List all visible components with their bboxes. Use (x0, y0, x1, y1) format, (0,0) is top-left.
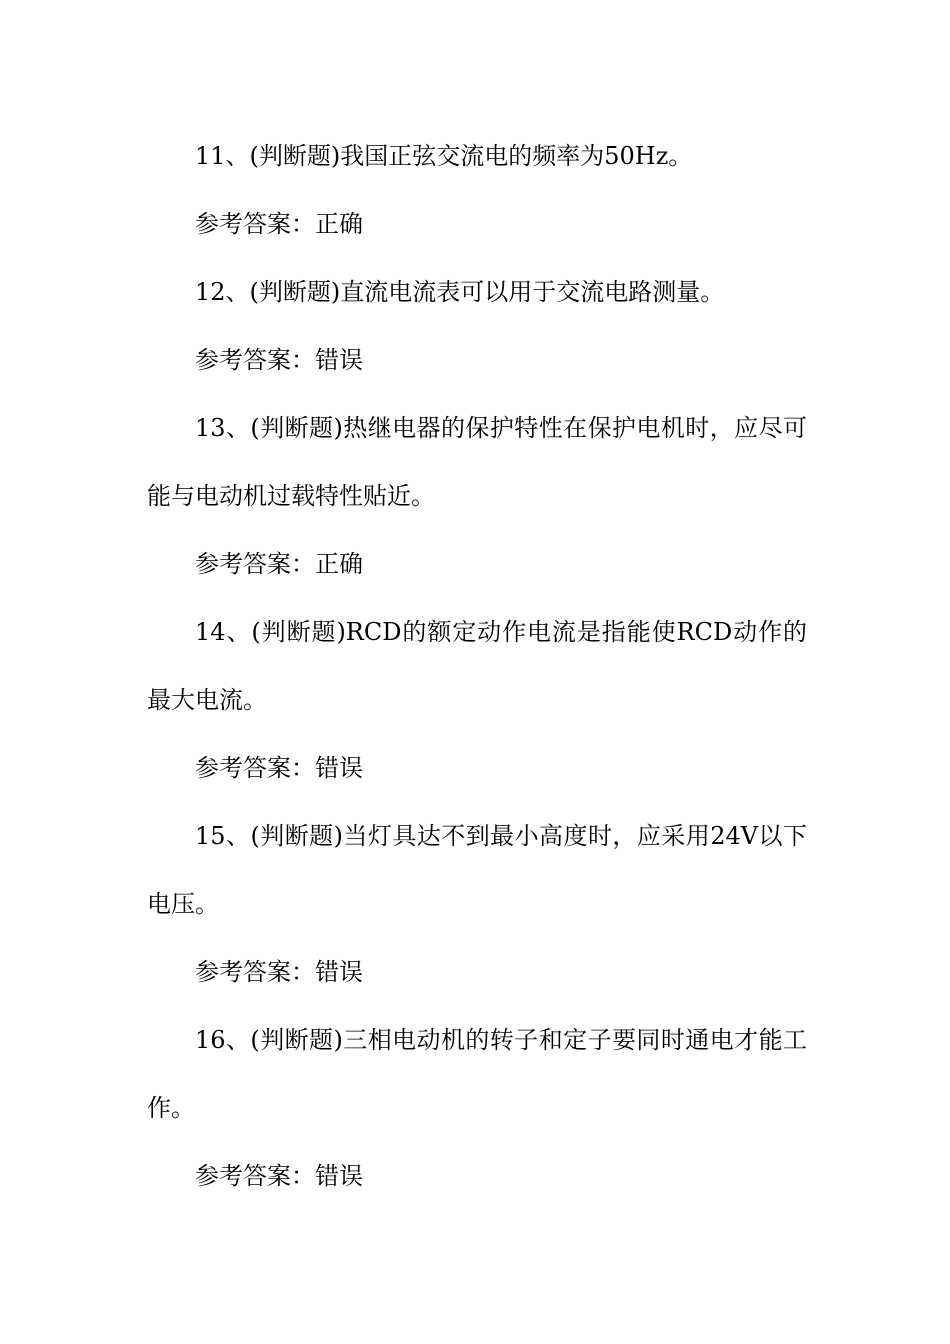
question-list (147, 122, 807, 1210)
question-13: 13、(判断题)热继电器的保护特性在保护电机时，应尽可能与电动机过载特性贴近。 (147, 414, 807, 510)
question-14: 14、(判断题)RCD的额定动作电流是指能使RCD动作的最大电流。 (147, 618, 807, 714)
answer-15: 参考答案：错误 (195, 958, 363, 986)
answer-14: 参考答案：错误 (195, 754, 363, 782)
question-15: 15、(判断题)当灯具达不到最小高度时，应采用24V以下电压。 (147, 822, 807, 918)
question-16: 16、(判断题)三相电动机的转子和定子要同时通电才能工作。 (147, 1026, 807, 1122)
answer-11: 参考答案：正确 (195, 210, 363, 238)
answer-12: 参考答案：错误 (195, 346, 363, 374)
answer-13: 参考答案：正确 (195, 550, 363, 578)
answer-16: 参考答案：错误 (195, 1162, 363, 1190)
question-12: 12、(判断题)直流电流表可以用于交流电路测量。 (195, 278, 725, 306)
question-11: 11、(判断题)我国正弦交流电的频率为50Hz。 (195, 142, 693, 170)
